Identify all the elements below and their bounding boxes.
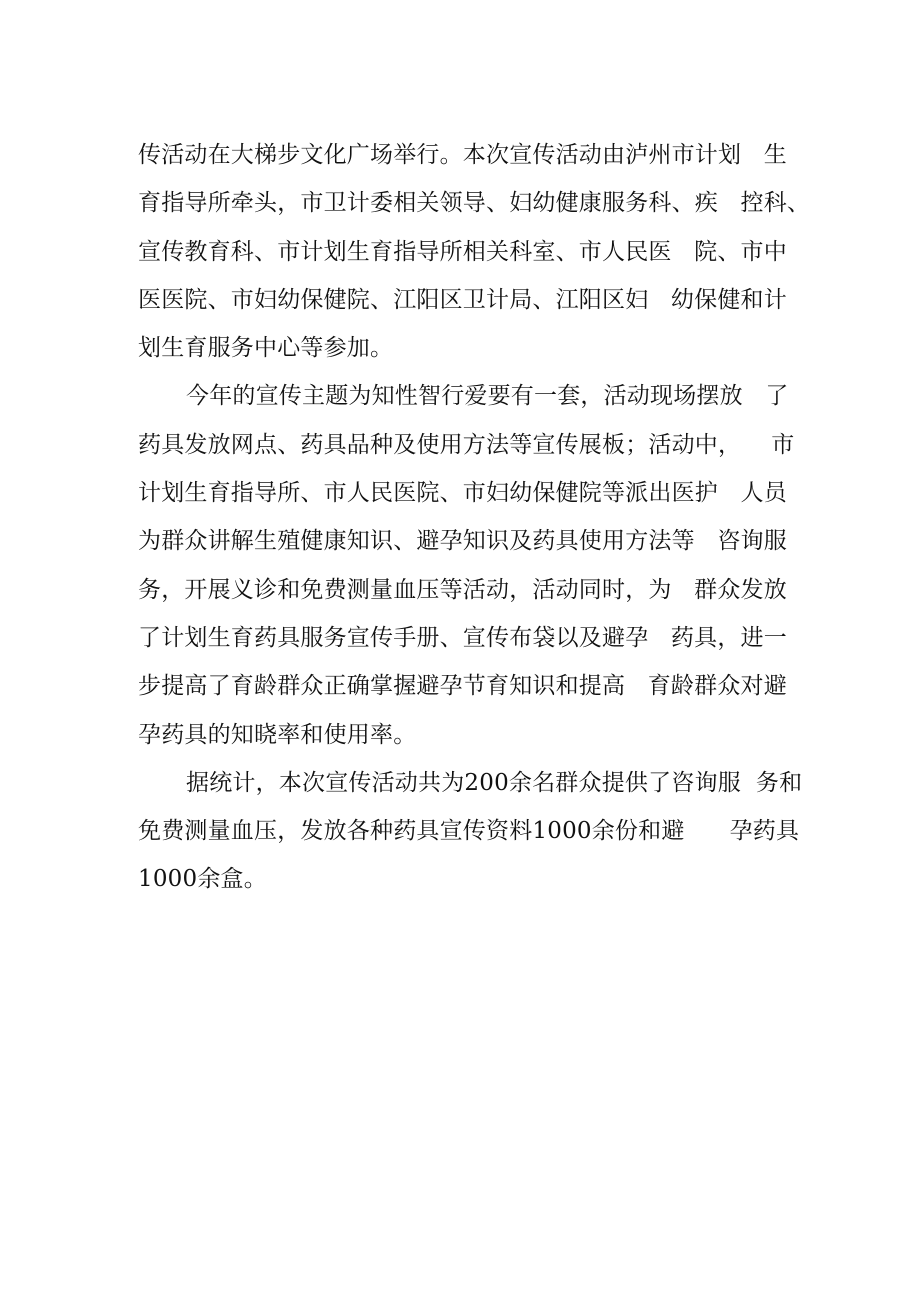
paragraph-3	[138, 759, 803, 904]
text-line: 免费测量血压，发放各种药具宣传资料1000余份和避 孕药具	[138, 818, 800, 845]
text-line: 传活动在大梯步文化广场举行。本次宣传活动由泸州市计划 生	[138, 142, 787, 168]
paragraph-2	[138, 372, 798, 758]
text-line: 步提高了育龄群众正确掌握避孕节育知识和提高 育龄群众对避	[138, 673, 787, 700]
text-line: 育指导所牵头，市卫计委相关领导、妇幼健康服务科、疾 控科、	[138, 190, 811, 217]
text-line: 划生育服务中心等参加。	[138, 335, 394, 362]
text-line: 为群众讲解生殖健康知识、避孕知识及药具使用方法等 咨询服	[138, 528, 787, 555]
text-line: 1000余盒。	[138, 866, 267, 893]
document-body	[138, 131, 811, 904]
text-line: 医医院、市妇幼保健院、江阳区卫计局、江阳区妇 幼保健和计	[138, 286, 787, 313]
text-line: 计划生育指导所、市人民医院、市妇幼保健院等派出医护 人员	[138, 480, 787, 507]
text-line: 宣传教育科、市计划生育指导所相关科室、市人民医 院、市中	[138, 238, 787, 265]
text-line: 据统计，本次宣传活动共为200余名群众提供了咨询服 务和	[186, 769, 803, 796]
text-line: 务，开展义诊和免费测量血压等活动，活动同时，为 群众发放	[138, 576, 787, 603]
text-line: 药具发放网点、药具品种及使用方法等宣传展板；活动中， 市	[138, 431, 795, 458]
text-line: 今年的宣传主题为知性智行爱要有一套，活动现场摆放 了	[186, 383, 789, 410]
paragraph-1	[138, 131, 811, 372]
text-line: 了计划生育药具服务宣传手册、宣传布袋以及避孕 药具，进一	[138, 624, 787, 651]
text-line: 孕药具的知晓率和使用率。	[138, 721, 417, 748]
